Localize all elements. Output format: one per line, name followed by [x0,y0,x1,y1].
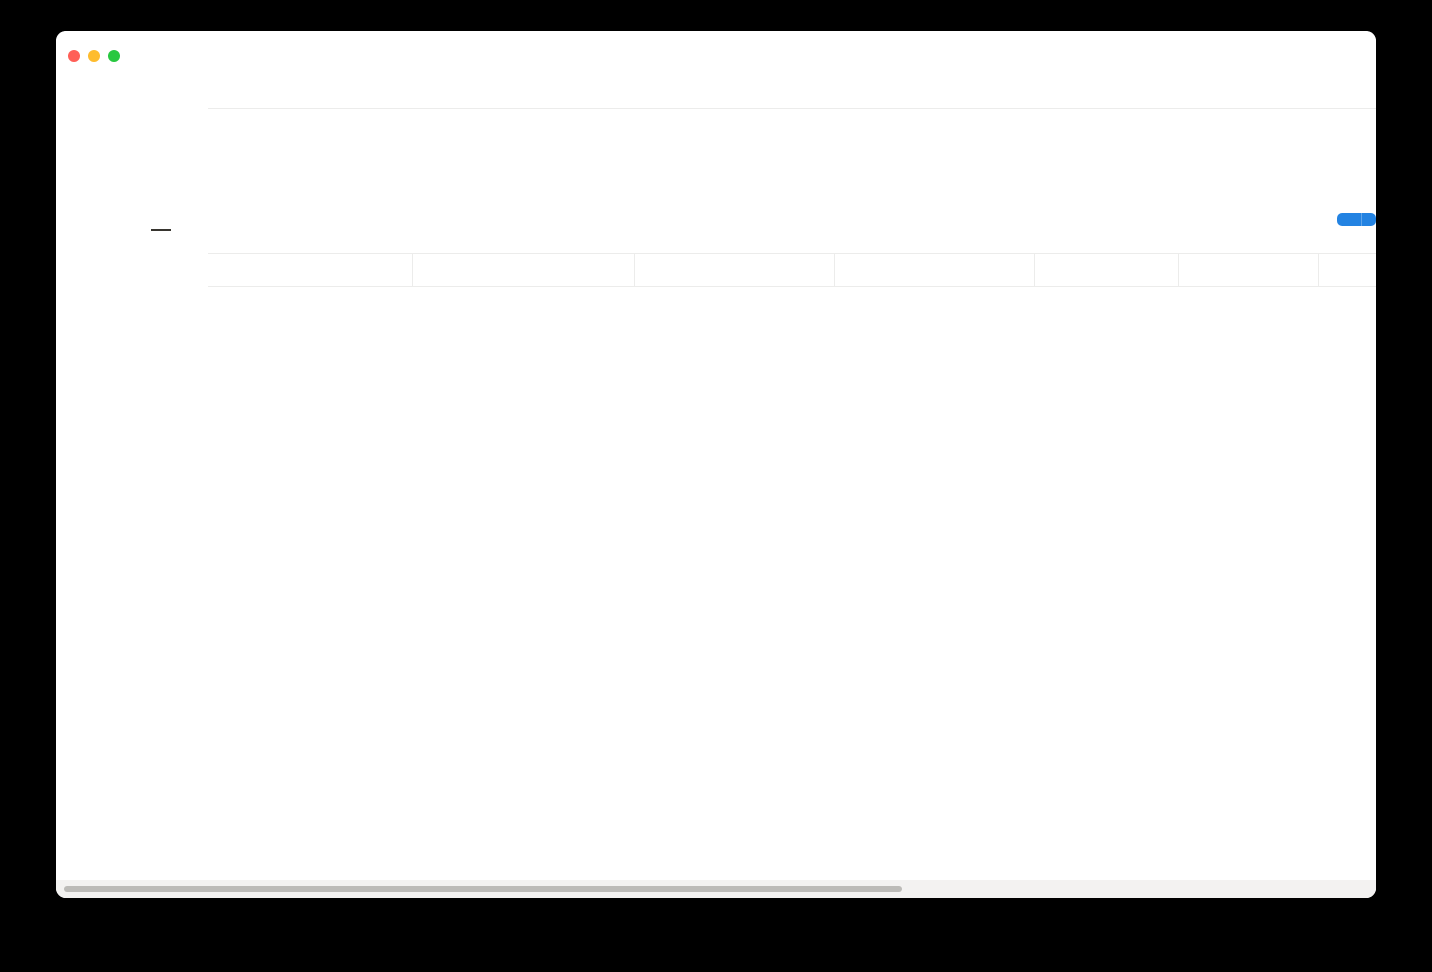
column-header-type[interactable] [1318,254,1376,287]
column-header-contract-end[interactable] [834,254,1034,287]
maximize-window-button[interactable] [108,50,120,62]
database-table [208,253,1376,287]
calculate-footer[interactable] [208,81,1376,115]
toolbar-actions [1263,213,1376,226]
column-header-sla[interactable] [1178,254,1318,287]
tab-payment-required[interactable] [211,191,231,231]
minimize-window-button[interactable] [88,50,100,62]
table-header-row [208,254,1376,287]
window-titlebar [56,31,1376,81]
column-header-contact[interactable] [412,254,634,287]
horizontal-scroll-track[interactable] [56,880,1376,898]
close-window-button[interactable] [68,50,80,62]
tab-to-renew[interactable] [181,191,201,231]
new-record-button[interactable] [1337,213,1376,226]
chevron-down-icon[interactable] [1361,213,1376,226]
column-header-name[interactable] [208,254,412,287]
column-header-account-manager[interactable] [634,254,834,287]
tab-all-vendors[interactable] [151,191,171,231]
app-window [56,31,1376,898]
horizontal-scrollbar[interactable] [64,886,902,892]
vendor-grid [208,253,1376,287]
view-toolbar [151,191,1376,231]
window-controls[interactable] [68,50,120,62]
new-record-label[interactable] [1337,213,1361,226]
add-view-button[interactable] [241,221,257,231]
column-header-contract[interactable] [1034,254,1178,287]
page-content [56,81,1376,898]
view-tabs [151,191,257,231]
